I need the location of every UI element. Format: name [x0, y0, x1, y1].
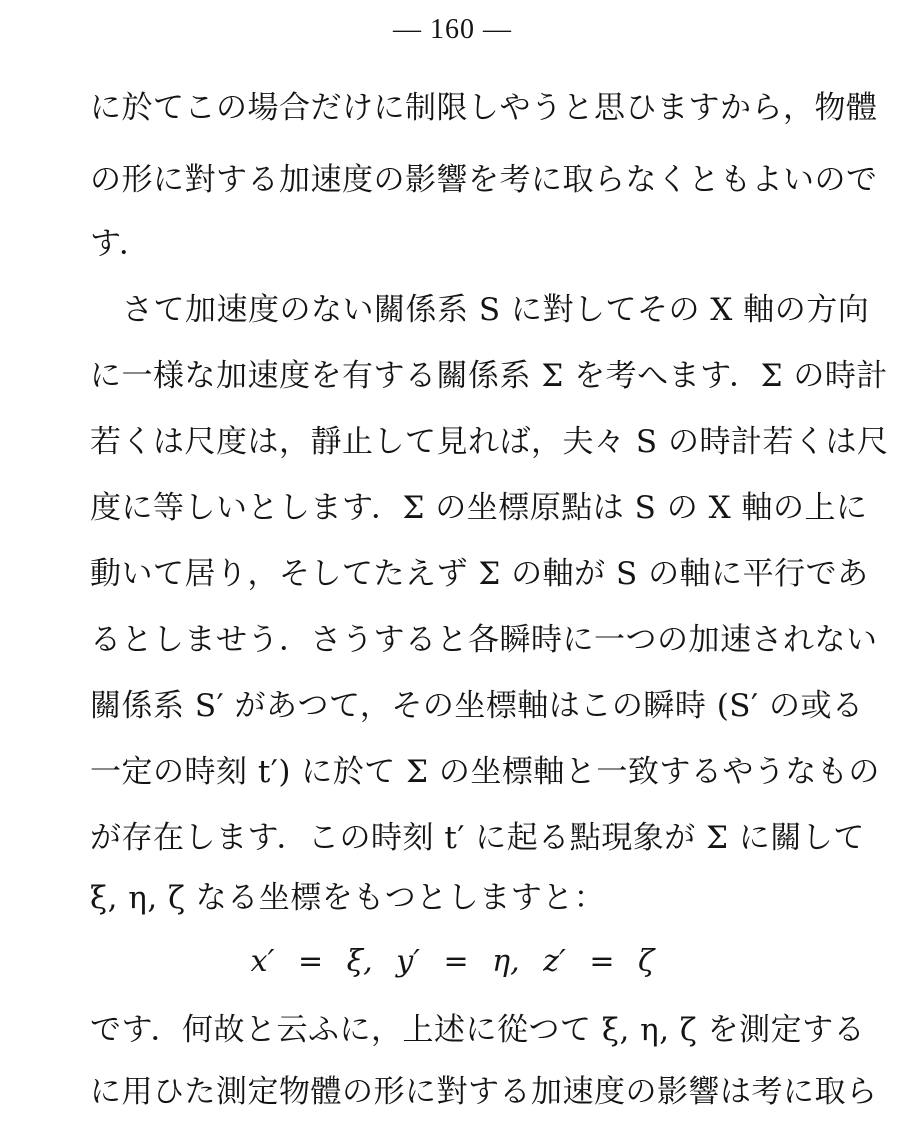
- page-number: — 160 —: [393, 14, 512, 45]
- text-line: 若くは尺度は，靜止して見れば，夫々 S の時計若くは尺: [90, 424, 889, 460]
- text-line: に一様な加速度を有する關係系 Σ を考へます．Σ の時計: [90, 358, 888, 394]
- text-line: の形に對する加速度の影響を考に取らなくともよいので: [90, 162, 878, 198]
- text-line: です．何故と云ふに，上述に從つて ξ, η, ζ を測定する: [90, 1012, 866, 1048]
- text-line: 動いて居り，そしてたえず Σ の軸が S の軸に平行であ: [90, 556, 869, 592]
- equation: x′ = ξ, y′ = η, z′ = ζ: [250, 944, 655, 979]
- text-line: 關係系 S′ があつて，その坐標軸はこの瞬時 (S′ の或る: [90, 688, 864, 724]
- text-line: るとしませう．さうすると各瞬時に一つの加速されない: [90, 622, 878, 658]
- text-line: ξ, η, ζ なる坐標をもつとしますと：: [90, 880, 606, 916]
- text-line: さて加速度のない關係系 S に對してその X 軸の方向: [122, 292, 870, 328]
- text-line: す．: [90, 226, 151, 262]
- text-line: に用ひた測定物體の形に對する加速度の影響は考に取ら: [90, 1074, 878, 1110]
- text-line: に於てこの場合だけに制限しやうと思ひますから，物體: [90, 90, 878, 126]
- text-line: が存在します．この時刻 t′ に起る點現象が Σ に關して: [90, 820, 865, 856]
- text-line: 度に等しいとします．Σ の坐標原點は S の X 軸の上に: [90, 490, 868, 526]
- text-line: 一定の時刻 t′) に於て Σ の坐標軸と一致するやうなもの: [90, 754, 880, 790]
